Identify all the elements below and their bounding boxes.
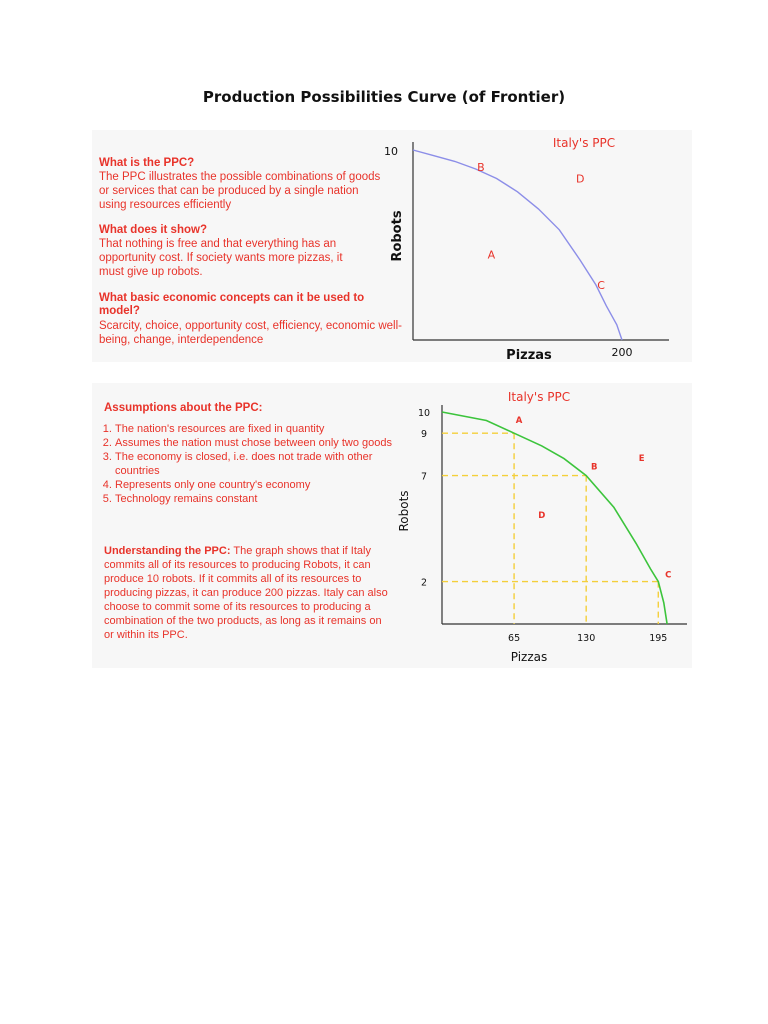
ppc-chart-1 xyxy=(384,130,674,362)
answer-what-is-ppc: The PPC illustrates the possible combinations of goods or services that can be produced by a single nation using resources efficiently xyxy=(99,171,381,211)
assumption-item: 4. Represents only one country's economy xyxy=(115,478,400,492)
assumption-item: 3. The economy is closed, i.e. does not trade with other countries xyxy=(115,450,400,478)
question-economic-concepts: What basic economic concepts can it be used to model? xyxy=(99,292,365,317)
chart1-xlabel: Pizzas xyxy=(506,348,552,362)
chart2-ylabel: Robots xyxy=(397,490,411,532)
assumption-item: 5. Technology remains constant xyxy=(115,492,400,506)
chart1-point-label-d: D xyxy=(575,172,585,186)
chart2-x-tick-130: 130 xyxy=(577,633,596,644)
chart2-ppc-curve xyxy=(442,412,667,624)
ppc-panel-2 xyxy=(92,383,692,668)
question-what-is-ppc: What is the PPC? xyxy=(99,157,195,169)
ppc-chart-2 xyxy=(392,383,692,668)
answer-economic-concepts: Scarcity, choice, opportunity cost, efficiency, economic well-being, change, interdependence xyxy=(99,320,402,346)
answer-what-does-it-show: That nothing is free and that everything has an opportunity cost. If society wants more pizzas, it must give up robots. xyxy=(99,238,343,278)
understanding-text: The graph shows that if Italy commits all of its resources to producing Robots, it can produce 10 robots. If it commits all of its resources to producing pizzas, it can produce 200 pizzas. Italy can also choose to commit some of its resources to producing a combination of the two products, as long as it remains on or within its PPC. xyxy=(104,545,388,641)
assumptions-list xyxy=(93,422,400,506)
chart2-y-tick-2: 2 xyxy=(420,577,428,589)
chart2-y-tick-7: 7 xyxy=(420,471,428,483)
chart2-title: Italy's PPC xyxy=(507,390,571,404)
chart1-point-label-c: C xyxy=(597,278,605,292)
ppc-panel-1 xyxy=(92,130,692,362)
question-what-does-it-show: What does it show? xyxy=(99,224,207,236)
chart2-point-label-b: B xyxy=(590,462,598,473)
understanding-label: Understanding the PPC: xyxy=(104,545,231,557)
chart1-point-label-b: B xyxy=(477,161,485,175)
chart1-x-tick-200: 200 xyxy=(611,346,633,359)
chart2-point-label-e: E xyxy=(638,453,645,464)
chart2-x-tick-195: 195 xyxy=(649,633,668,644)
chart2-point-label-a: A xyxy=(515,416,523,427)
chart1-ylabel: Robots xyxy=(390,210,405,262)
chart2-xlabel: Pizzas xyxy=(510,650,548,664)
chart2-y-tick-9: 9 xyxy=(420,429,428,441)
chart2-point-label-d: D xyxy=(538,511,546,521)
assumption-item: 2. Assumes the nation must chose between only two goods xyxy=(115,436,400,450)
chart2-x-tick-65: 65 xyxy=(508,633,521,644)
chart1-y-tick-10: 10 xyxy=(384,145,398,158)
chart2-point-label-c: C xyxy=(665,570,672,581)
assumption-item: 1. The nation's resources are fixed in quantity xyxy=(115,422,400,436)
chart1-ppc-curve xyxy=(413,150,622,340)
chart1-point-label-a: A xyxy=(487,248,496,262)
page-title: Production Possibilities Curve (of Frontier) xyxy=(202,88,566,106)
chart2-y-tick-10: 10 xyxy=(417,408,431,419)
understanding-paragraph xyxy=(104,544,388,642)
chart1-title: Italy's PPC xyxy=(552,136,616,150)
assumptions-heading: Assumptions about the PPC: xyxy=(104,402,263,414)
